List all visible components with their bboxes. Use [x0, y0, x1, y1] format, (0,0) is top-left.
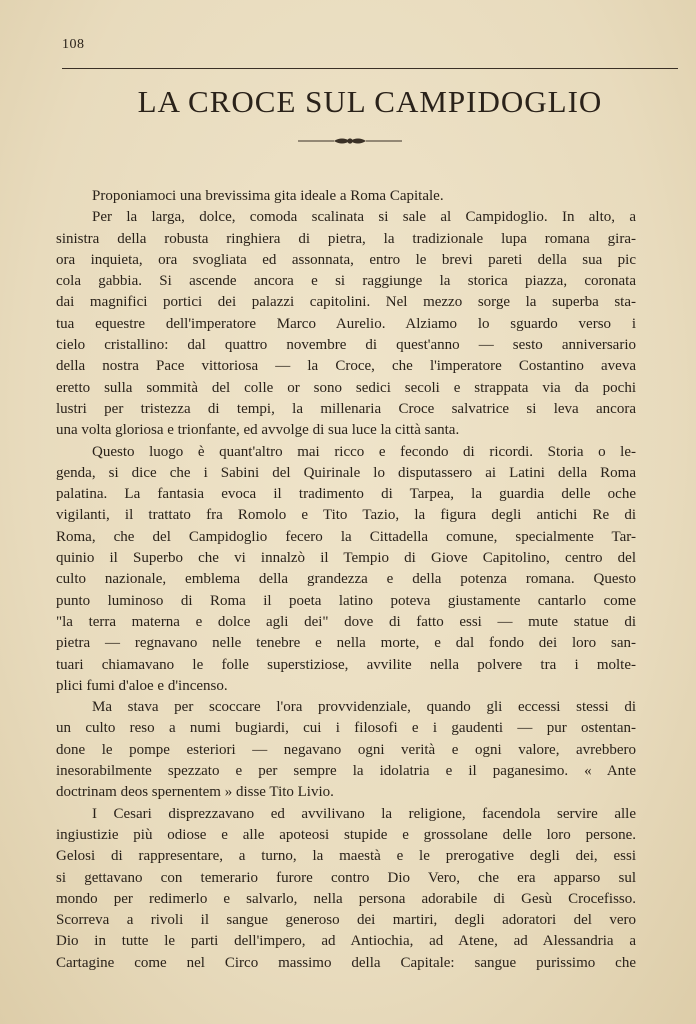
text-line: Ma stava per scoccare l'ora provvidenziale, quando gli eccessi stessi di — [92, 699, 636, 716]
text-line: genda, si dice che i Sabini del Quirinale lo disputassero ai Latini della Roma — [56, 464, 636, 481]
text-line: punto luminoso di Roma il poeta latino poteva giustamente cantarlo come — [56, 592, 636, 609]
text-line: Dio in tutte le parti dell'impero, ad Antiochia, ad Atene, ad Alessandria a — [56, 933, 636, 950]
text-line: "la terra materna e dolce agli dei" dove di fatto essi — mute statue di — [56, 613, 636, 630]
text-line: una volta gloriosa e trionfante, ed avvolge di sua luce la città santa. — [56, 422, 460, 439]
text-line: Questo luogo è quant'altro mai ricco e fecondo di ricordi. Storia o le- — [92, 443, 636, 460]
text-line: cola gabbia. Si ascende ancora e si raggiunge la storica piazza, coronata — [56, 273, 636, 290]
text-line: Proponiamoci una brevissima gita ideale a Roma Capitale. — [92, 188, 444, 204]
text-line: cielo cristallino: dal quattro novembre di quest'anno — sesto anniversario — [56, 337, 636, 354]
text-line: un culto reso a numi bugiardi, cui i filosofi e i gaudenti — pur ostentan- — [56, 720, 636, 737]
text-line: quinio il Superbo che vi innalzò il Tempio di Giove Capitolino, centro del — [56, 550, 636, 567]
text-line: si gettavano con temerario furore contro Dio Vero, che era apparso sul — [56, 869, 636, 886]
body-text — [56, 186, 636, 974]
text-line: della nostra Pace vittoriosa — la Croce, che l'imperatore Costantino aveva — [56, 358, 636, 375]
text-line: plici fumi d'aloe e d'incenso. — [56, 677, 228, 694]
text-line: mondo per redimerlo e salvarlo, nella persona adorabile di Gesù Crocefisso. — [56, 890, 636, 907]
page-number: 108 — [62, 37, 85, 52]
text-line: done le pompe esteriori — negavano ogni verità e ogni valore, avrebbero — [56, 741, 636, 758]
text-line: vigilanti, il trattato fra Romolo e Tito Tazio, la figura degli antichi Re di — [56, 507, 636, 524]
text-line: I Cesari disprezzavano ed avvilivano la religione, facendola servire alle — [92, 805, 636, 822]
text-line: tuari chiamavano le folle superstiziose, avvilite nella polvere tra i molte- — [56, 656, 636, 673]
text-line: ora inquieta, ora svogliata ed assonnata, entro le brevi pareti della sua pic — [56, 251, 636, 268]
text-line: lustri per tristezza di tempi, la millenaria Croce salvatrice si leva ancora — [56, 400, 636, 417]
text-line: Per la larga, dolce, comoda scalinata si sale al Campidoglio. In alto, a — [92, 209, 636, 226]
text-line: Gelosi di rappresentare, a turno, la maestà e le prerogative degli dei, essi — [56, 848, 636, 865]
text-line: Scorreva a rivoli il sangue generoso dei martiri, degli adoratori del vero — [56, 912, 636, 929]
page-title: LA CROCE SUL CAMPIDOGLIO — [137, 84, 603, 119]
text-line: Cartagine come nel Circo massimo della Capitale: sangue purissimo che — [56, 954, 636, 971]
text-line: pietra — regnavano nelle tenebre e nella morte, e dal fondo dei loro san- — [56, 635, 636, 652]
text-line: palatina. La fantasia evoca il tradimento di Tarpea, la guardia delle oche — [56, 486, 636, 503]
text-line: culto nazionale, emblema della grandezza e della potenza romana. Questo — [56, 571, 636, 588]
text-line: eretto sulla sommità del colle or sono sedici secoli e strappata via da pochi — [56, 379, 636, 396]
header-rule — [62, 68, 678, 69]
text-line: Roma, che del Campidoglio fecero la Cittadella comune, specialmente Tar- — [56, 528, 636, 545]
text-line: ingiustizie più odiose e alle apoteosi stupide e grossolane delle loro persone. — [56, 826, 636, 843]
text-line: inesorabilmente spezzato e per sempre la idolatria e il paganesimo. « Ante — [56, 763, 636, 780]
text-line: dai magnifici portici dei palazzi capitolini. Nel mezzo sorge la superba sta- — [56, 294, 636, 311]
text-line: tua equestre dell'imperatore Marco Aurelio. Alziamo lo sguardo verso i — [56, 315, 636, 332]
decorative-divider-icon — [298, 135, 402, 147]
text-line: doctrinam deos spernentem » disse Tito Livio. — [56, 784, 334, 801]
text-line: sinistra della robusta ringhiera di pietra, la tradizionale lupa romana gira- — [56, 230, 636, 247]
